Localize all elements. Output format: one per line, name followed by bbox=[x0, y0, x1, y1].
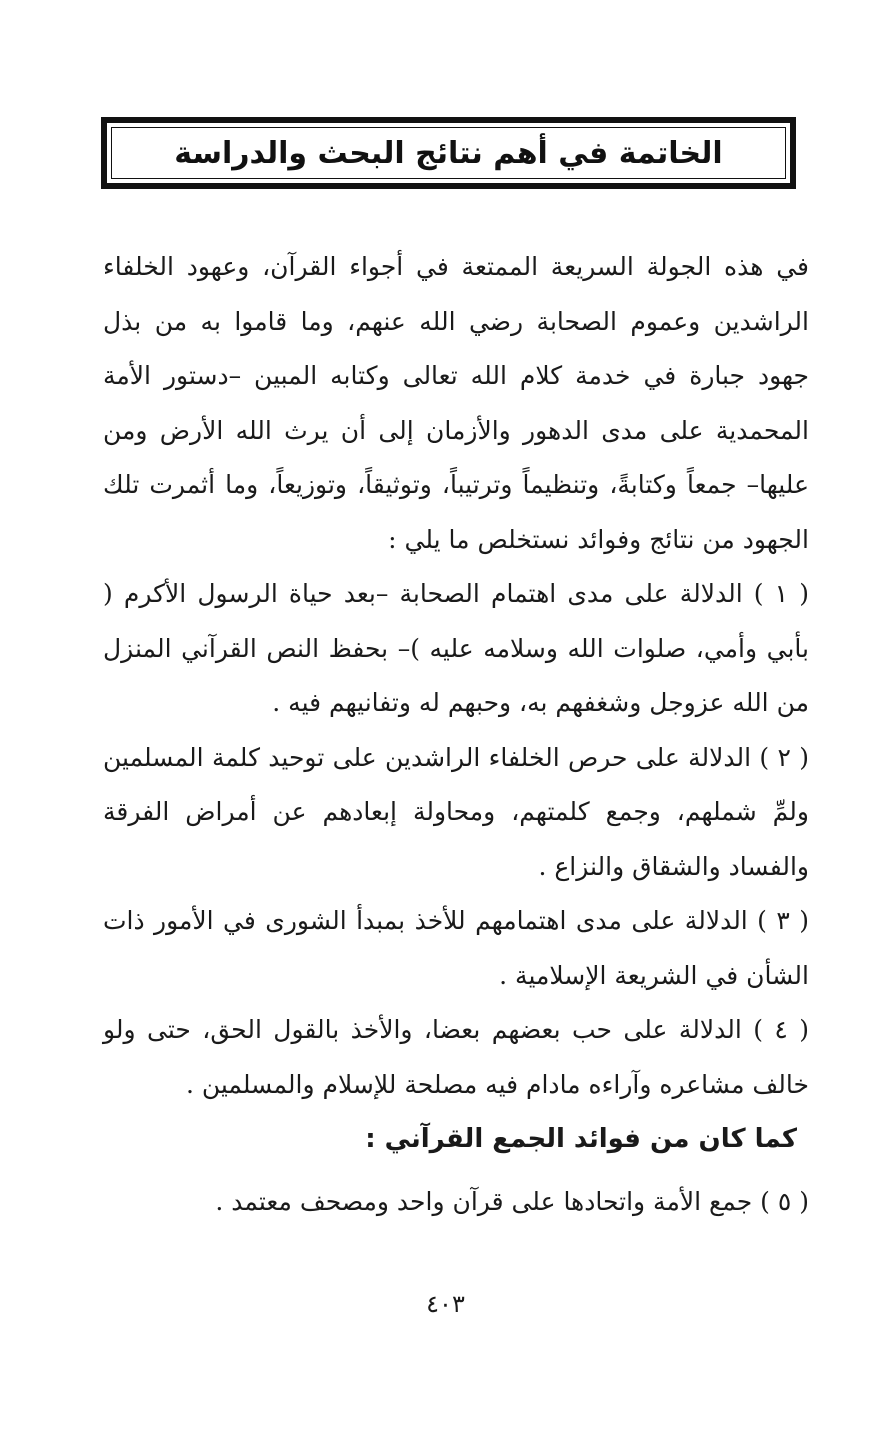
conclusion-item-4: ( ٤ ) الدلالة على حب بعضهم بعضا، والأخذ بالقول الحق، حتى ولو خالف مشاعره وآراءه مادام فيه مصلحة للإسلام والمسلمين . bbox=[103, 1015, 809, 1099]
body-text bbox=[103, 240, 809, 1229]
title-inner-frame bbox=[111, 127, 786, 179]
conclusion-item-3: ( ٣ ) الدلالة على مدى اهتمامهم للأخذ بمبدأ الشورى في الأمور ذات الشأن في الشريعة الإسلامية . bbox=[103, 906, 809, 990]
page-number: ٤٠٣ bbox=[426, 1290, 465, 1318]
conclusion-item-5: ( ٥ ) جمع الأمة واتحادها على قرآن واحد ومصحف معتمد . bbox=[215, 1186, 809, 1216]
page-title: الخاتمة في أهم نتائج البحث والدراسة bbox=[174, 135, 723, 171]
title-box bbox=[101, 117, 796, 189]
conclusion-item-2: ( ٢ ) الدلالة على حرص الخلفاء الراشدين على توحيد كلمة المسلمين ولمِّ شملهم، وجمع كلمتهم، ومحاولة إبعادهم عن أمراض الفرقة والفساد والشقاق والنزاع . bbox=[103, 742, 809, 881]
section-subheading: كما كان من فوائد الجمع القرآني : bbox=[365, 1124, 797, 1154]
conclusion-item-1: ( ١ ) الدلالة على مدى اهتمام الصحابة –بعد حياة الرسول الأكرم ( بأبي وأمي، صلوات الله وسلامه عليه )– بحفظ النص القرآني المنزل من الله عزوجل وشغفهم به، وحبهم له وتفانيهم فيه . bbox=[103, 579, 809, 717]
intro-paragraph: في هذه الجولة السريعة الممتعة في أجواء القرآن، وعهود الخلفاء الراشدين وعموم الصحابة رضي الله عنهم، وما قاموا به من بذل جهود جبارة في خدمة كلام الله تعالى وكتابه المبين –دستور الأمة المحمدية على مدى الدهور والأزمان إلى أن يرث الله الأرض ومن عليها– جمعاً وكتابةً، وتنظيماً وترتيباً، وتوثيقاً، وتوزيعاً، وما أثمرت تلك الجهود من نتائج وفوائد نستخلص ما يلي : bbox=[103, 252, 809, 554]
